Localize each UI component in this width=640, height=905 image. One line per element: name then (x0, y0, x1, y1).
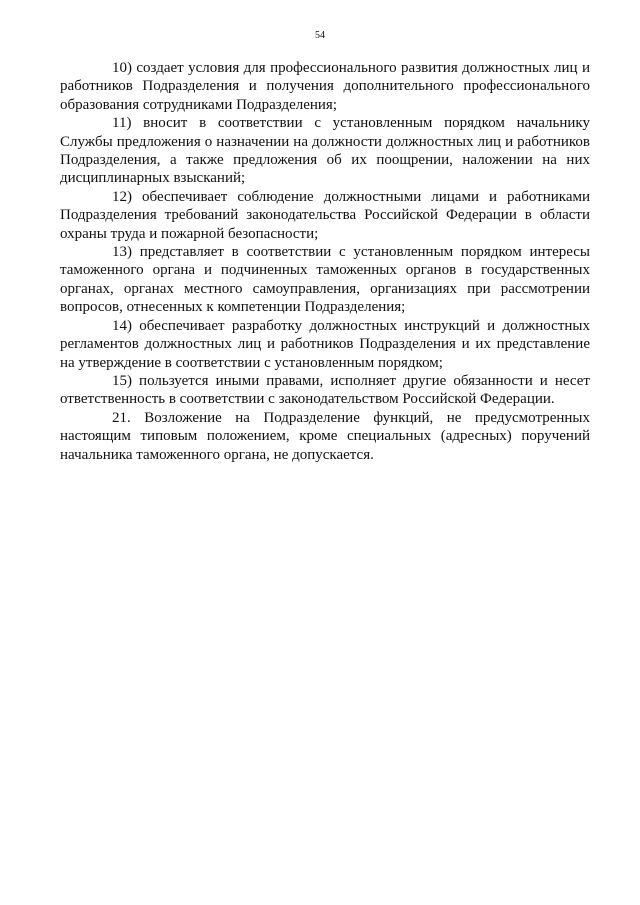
paragraph-item-12: 12) обеспечивает соблюдение должностными лицами и работниками Подразделения требований законодательства Российской Федерации в области охраны труда и пожарной безопасности; (60, 188, 590, 242)
paragraph-item-11: 11) вносит в соответствии с установленным порядком начальнику Службы предложения о назначении на должности должностных лиц и работников Подразделения, а также предложения об их поощрении, наложении на них дисциплинарных взысканий; (60, 115, 590, 187)
paragraph-item-14: 14) обеспечивает разработку должностных инструкций и должностных регламентов должностных лиц и работников Подразделения и их представление на утверждение в соответствии с установленным порядком; (60, 317, 590, 371)
document-body (60, 59, 590, 464)
page-number: 54 (315, 30, 325, 41)
paragraph-item-15: 15) пользуется иными правами, исполняет другие обязанности и несет ответственность в соответствии с законодательством Российской Федерации. (60, 372, 590, 408)
paragraph-section-21: 21. Возложение на Подразделение функций, не предусмотренных настоящим типовым положением, кроме специальных (адресных) поручений начальника таможенного органа, не допускается. (60, 409, 590, 463)
paragraph-item-10: 10) создает условия для профессионального развития должностных лиц и работников Подразделения и получения дополнительного профессионального образования сотрудниками Подразделения; (60, 60, 590, 113)
paragraph-item-13: 13) представляет в соответствии с установленным порядком интересы таможенного органа и подчиненных таможенных органов в государственных органах, органах местного самоуправления, организациях при рассмотрении вопросов, отнесенных к компетенции Подразделения; (60, 244, 590, 316)
